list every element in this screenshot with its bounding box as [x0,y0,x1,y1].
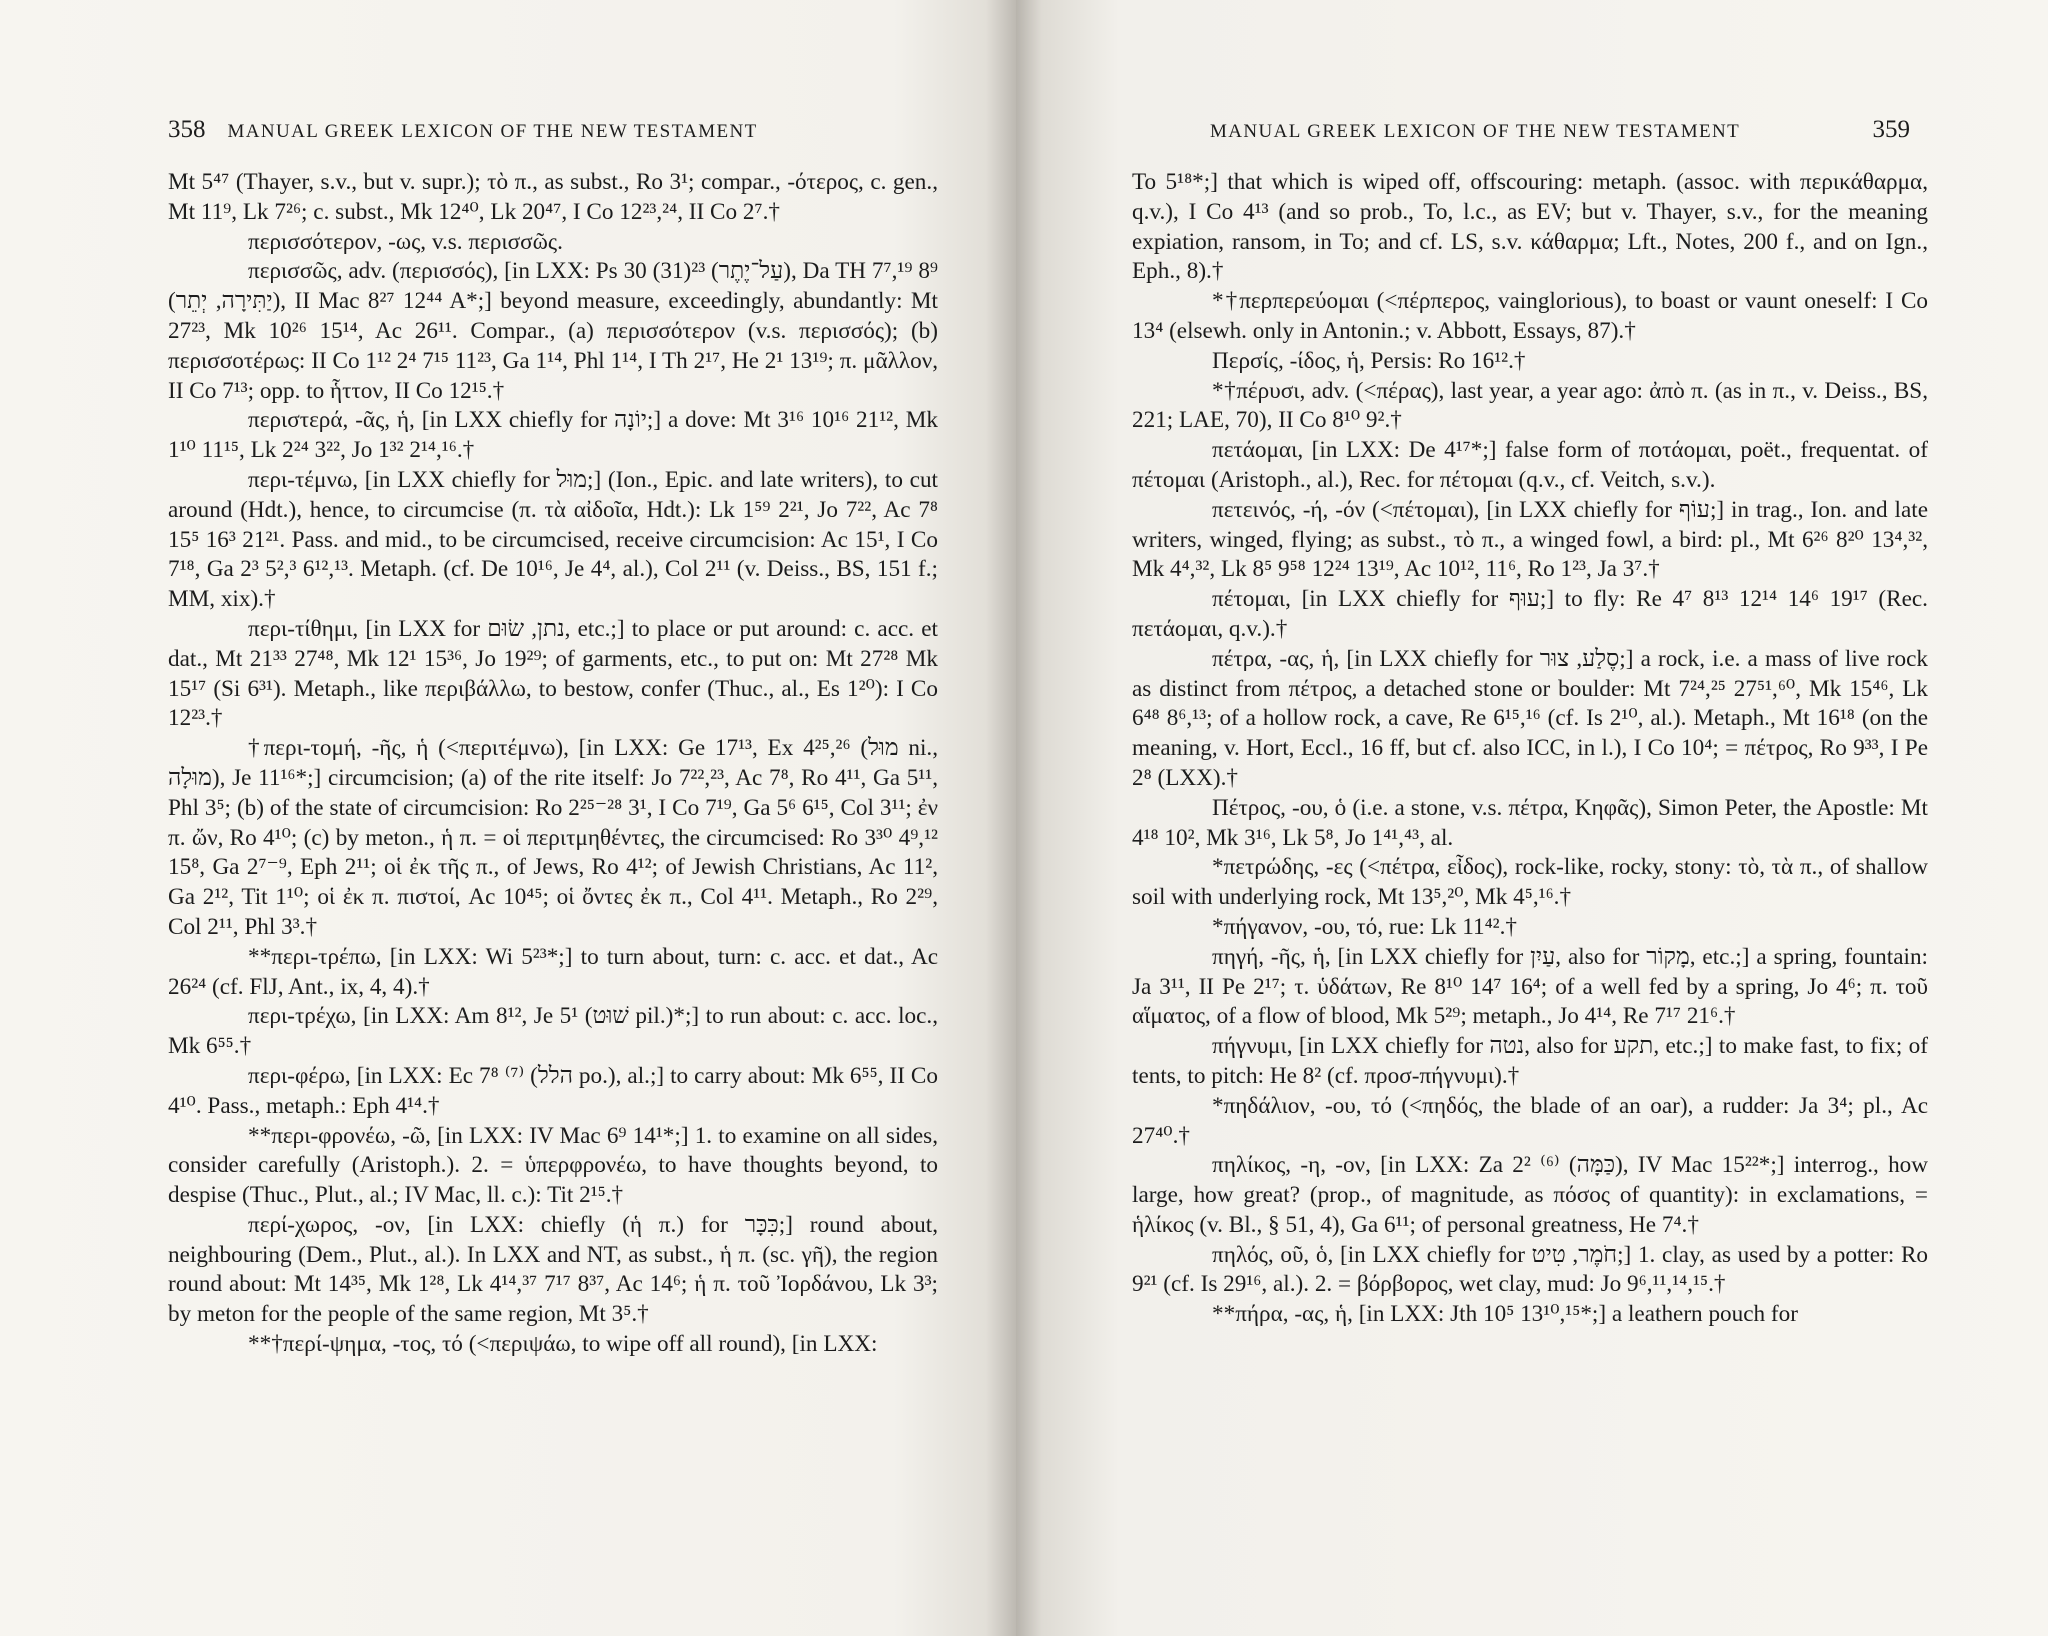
left-page [0,0,1016,1636]
entry-petrodes: *πετρώδης, -ες (<πέτρα, εἶδος), rock-like, rocky, stony: τὸ, τὰ π., of shallow soil with underlying rock, Mt 13⁵,²⁰, Mk 4⁵,¹⁶.† [1132,854,1928,911]
page-number: 358 [168,116,206,143]
entry-peritome: †περι-τομή, -ῆς, ἡ (<περιτέμνω), [in LXX: Ge 17¹³, Ex 4²⁵,²⁶ (מוּל ni., מוּלָה), Je 11¹⁶*;] circumcision; (a) of the rite itself: Jo 7²²,²³, Ac 7⁸, Ro 4¹¹, Ga 5¹¹, Phl 3⁵; (b) of the state of circumcision: Ro 2²⁵⁻²⁸ 3¹, I Co 7¹⁹, Ga 5⁶ 6¹⁵, Col 3¹¹; ἐν π. ὤν, Ro 4¹⁰; (c) by meton., ἡ π. = οἱ περιτμηθέντες, the circumcised: Ro 3³⁰ 4⁹,¹² 15⁸, Ga 2⁷⁻⁹, Eph 2¹¹; οἱ ἐκ τῆς π., of Jews, Ro 4¹²; of Jewish Christians, Ac 11², Ga 2¹², Tit 1¹⁰; οἱ ἐκ π. πιστοί, Ac 10⁴⁵; οἱ ὄντες ἐκ π., Col 4¹¹. Metaph., Ro 2²⁹, Col 2¹¹, Phl 3³.† [168,735,938,940]
left-running-head [168,116,948,156]
entry-perpereuomai: *†περπερεύομαι (<πέρπερος, vainglorious), to boast or vaunt oneself: I Co 13⁴ (elsewh. only in Antonin.; v. Abbott, Essays, 87).† [1132,288,1928,344]
entry-petomai: πέτομαι, [in LXX chiefly for עוּף;] to fly: Re 4⁷ 8¹³ 12¹⁴ 14⁶ 19¹⁷ (Rec. πετάομαι, q.v.).† [1132,586,1928,642]
entry-peritemno: περι-τέμνω, [in LXX chiefly for מוּל;] (Ion., Epic. and late writers), to cut around (Hdt.), hence, to circumcise (π. τὰ αἰδοῖα, Hdt.): Lk 1⁵⁹ 2²¹, Jo 7²², Ac 7⁸ 15⁵ 16³ 21²¹. Pass. and mid., to be circumcised, receive circumcision: Ac 15¹, I Co 7¹⁸, Ga 2³ 5²,³ 6¹²,¹³. Metaph. (cf. De 10¹⁶, Je 4⁴, al.), Col 2¹¹ (v. Deiss., BS, 151 f.; MM, xix).† [168,466,938,613]
entry-continuation: To 5¹⁸*;] that which is wiped off, offscouring: metaph. (assoc. with περικάθαρμα, q.v.), I Co 4¹³ (and so prob., To, l.c., as EV; but v. Thayer, s.v., for the meaning expiation, ransom, in To; and cf. LS, s.v. κάθαρμα; Lft., Notes, 200 f., and on Ign., Eph., 8).† [1132,169,1928,285]
entry-peritrecho: περι-τρέχω, [in LXX: Am 8¹², Je 5¹ (שׁוּט pil.)*;] to run about: c. acc. loc., Mk 6⁵⁵.† [168,1003,938,1060]
entry-peristera: περιστερά, -ᾶς, ἡ, [in LXX chiefly for יוֹנָה;] a dove: Mt 3¹⁶ 10¹⁶ 21¹², Mk 1¹⁰ 11¹⁵, Lk 2²⁴ 3²², Jo 1³² 2¹⁴,¹⁶.† [168,407,938,464]
entry-petra: πέτρα, -ας, ἡ, [in LXX chiefly for סֶלַע, צוּר;] a rock, i.e. a mass of live rock as distinct from πέτρος, a detached stone or boulder: Mt 7²⁴,²⁵ 27⁵¹,⁶⁰, Mk 15⁴⁶, Lk 6⁴⁸ 8⁶,¹³; of a hollow rock, a cave, Re 6¹⁵,¹⁶ (cf. Is 2¹⁰, al.). Metaph., Mt 16¹⁸ (on the meaning, v. Hort, Eccl., 16 ff, but cf. also ICC, in l.), I Co 10⁴; = πέτρος, Ro 9³³, I Pe 2⁸ (LXX).† [1132,645,1928,791]
entry-petaomai: πετάομαι, [in LXX: De 4¹⁷*;] false form of ποτάομαι, poët., frequentat. of πέτομαι (Aristoph., al.), Rec. for πέτομαι (q.v., cf. Veitch, s.v.). [1132,437,1928,493]
entry-peteinos: πετεινός, -ή, -όν (<πέτομαι), [in LXX chiefly for עוֹף;] in trag., Ion. and late writers, winged, flying; as subst., τὸ π., a winged fowl, a bird: pl., Mt 6²⁶ 8²⁰ 13⁴,³², Mk 4⁴,³², Lk 8⁵ 9⁵⁸ 12²⁴ 13¹⁹, Ac 10¹², 11⁶, Ro 1²³, Ja 3⁷.† [1132,496,1928,583]
entry-peritithemi: περι-τίθημι, [in LXX for נתן, שׂוּם, etc.;] to place or put around: c. acc. et dat., Mt 21³³ 27⁴⁸, Mk 12¹ 15³⁶, Jo 19²⁹; of garments, etc., to put on: Mt 27²⁸ Mk 15¹⁷ (Si 6³¹). Metaph., like περιβάλλω, to bestow, confer (Thuc., al., Es 1²⁰): I Co 12²³.† [168,615,938,732]
entry-pera: **πήρα, -ας, ἡ, [in LXX: Jth 10⁵ 13¹⁰,¹⁵*;] a leathern pouch for [1212,1301,1798,1328]
entry-pelikos: πηλίκος, -η, -ον, [in LXX: Za 2² ⁽⁶⁾ (כַּמָּה), IV Mac 15²²*;] interrog., how large, how great? (prop., of magnitude, as πόσος of quantity): in exclamations, = ἡλίκος (v. Bl., § 51, 4), Ga 6¹¹; of personal greatness, He 7⁴.† [1132,1152,1929,1238]
running-head-title: MANUAL GREEK LEXICON OF THE NEW TESTAMENT [1210,121,1741,142]
entry-continuation: Mt 5⁴⁷ (Thayer, s.v., but v. supr.); τὸ π., as subst., Ro 3¹; compar., -ότερος, c. gen., Mt 11⁹, Lk 7²⁶; c. subst., Mk 12⁴⁰, Lk 20⁴⁷, I Co 12²³,²⁴, II Co 2⁷.† [168,169,938,225]
entry-petros: Πέτρος, -ου, ὁ (i.e. a stone, v.s. πέτρα, Κηφᾶς), Simon Peter, the Apostle: Mt 4¹⁸ 10², Mk 3¹⁶, Lk 5⁸, Jo 1⁴¹,⁴³, al. [1132,794,1928,851]
right-running-head [1210,116,1910,156]
entry-peripsema: **†περί-ψημα, -τος, τό (<περιψάω, to wipe off all round), [in LXX: [248,1331,878,1358]
entry-perissoteron: περισσότερον, -ως, v.s. περισσῶς. [248,228,563,255]
entry-periphroneo: **περι-φρονέω, -ῶ, [in LXX: IV Mac 6⁹ 14¹*;] 1. to examine on all sides, consider carefully (Aristoph.). 2. = ὑπερφρονέω, to have thoughts beyond, to despise (Thuc., Plut., al.; IV Mac, ll. c.): Tit 2¹⁵.† [168,1122,938,1209]
left-text-column [168,168,938,1360]
page-number: 359 [1872,116,1910,143]
right-text-column [1132,168,1928,1330]
entry-perissos: περισσῶς, adv. (περισσός), [in LXX: Ps 30 (31)²³ (עַל־יֶתֶר), Da TH 7⁷,¹⁹ 8⁹ (יַתִּירָה, יְתֵר), II Mac 8²⁷ 12⁴⁴ A*;] beyond measure, exceedingly, abundantly: Mt 27²³, Mk 10²⁶ 15¹⁴, Ac 26¹¹. Compar., (a) περισσότερον (v.s. περισσός); (b) περισσοτέρως: II Co 1¹² 2⁴ 7¹⁵ 11²³, Ga 1¹⁴, Phl 1¹⁴, I Th 2¹⁷, He 2¹ 13¹⁹; π. μᾶλλον, II Co 7¹³; opp. to ἧττον, II Co 12¹⁵.† [168,258,938,404]
entry-perusi: *†πέρυσι, adv. (<πέρας), last year, a year ago: ἀπὸ π. (as in π., v. Deiss., BS, 221; LAE, 70), II Co 8¹⁰ 9².† [1132,377,1928,434]
running-head-title: MANUAL GREEK LEXICON OF THE NEW TESTAMENT [227,121,758,142]
entry-pelos: πηλός, οῦ, ὁ, [in LXX chiefly for חֹמֶר, טִיט;] 1. clay, as used by a potter: Ro 9²¹ (cf. Is 29¹⁶, al.). 2. = βόρβορος, wet clay, mud: Jo 9⁶,¹¹,¹⁴,¹⁵.† [1132,1241,1929,1298]
entry-pedalion: *πηδάλιον, -ου, τό (<πηδός, the blade of an oar), a rudder: Ja 3⁴; pl., Ac 27⁴⁰.† [1132,1092,1928,1149]
entry-persis: Περσίς, -ίδος, ἡ, Persis: Ro 16¹².† [1212,347,1526,374]
entry-peganon: *πήγανον, -ου, τό, rue: Lk 11⁴².† [1212,913,1518,940]
entry-perichoros: περί-χωρος, -ον, [in LXX: chiefly (ἡ π.) for כִּכָּר;] round about, neighbouring (Dem., Plut., al.). In LXX and NT, as subst., ἡ π. (sc. γῆ), the region round about: Mt 14³⁵, Mk 1²⁸, Lk 4¹⁴,³⁷ 7¹⁷ 8³⁷, Ac 14⁶; ἡ π. τοῦ Ἰορδάνου, Lk 3³; by meton for the people of the same region, Mt 3⁵.† [168,1211,938,1328]
entry-pegnumi: πήγνυμι, [in LXX chiefly for נטה, also for תקע, etc.;] to make fast, to fix; of tents, to pitch: He 8² (cf. προσ-πήγνυμι).† [1132,1033,1928,1089]
entry-peritrepo: **περι-τρέπω, [in LXX: Wi 5²³*;] to turn about, turn: c. acc. et dat., Ac 26²⁴ (cf. FlJ, Ant., ix, 4, 4).† [168,943,938,1000]
entry-periphero: περι-φέρω, [in LXX: Ec 7⁸ ⁽⁷⁾ (הלל po.), al.;] to carry about: Mk 6⁵⁵, II Co 4¹⁰. Pass., metaph.: Eph 4¹⁴.† [168,1062,938,1119]
entry-pege: πηγή, -ῆς, ἡ, [in LXX chiefly for עַיִן, also for מָקוֹר, etc.;] a spring, fountain: Ja 3¹¹, II Pe 2¹⁷; τ. ὑδάτων, Re 8¹⁰ 14⁷ 16⁴; of a well fed by a spring, Jo 4⁶; π. τοῦ αἵματος, of a flow of blood, Mk 5²⁹; metaph., Jo 4¹⁴, Re 7¹⁷ 21⁶.† [1132,943,1928,1030]
right-page [1016,0,2048,1636]
